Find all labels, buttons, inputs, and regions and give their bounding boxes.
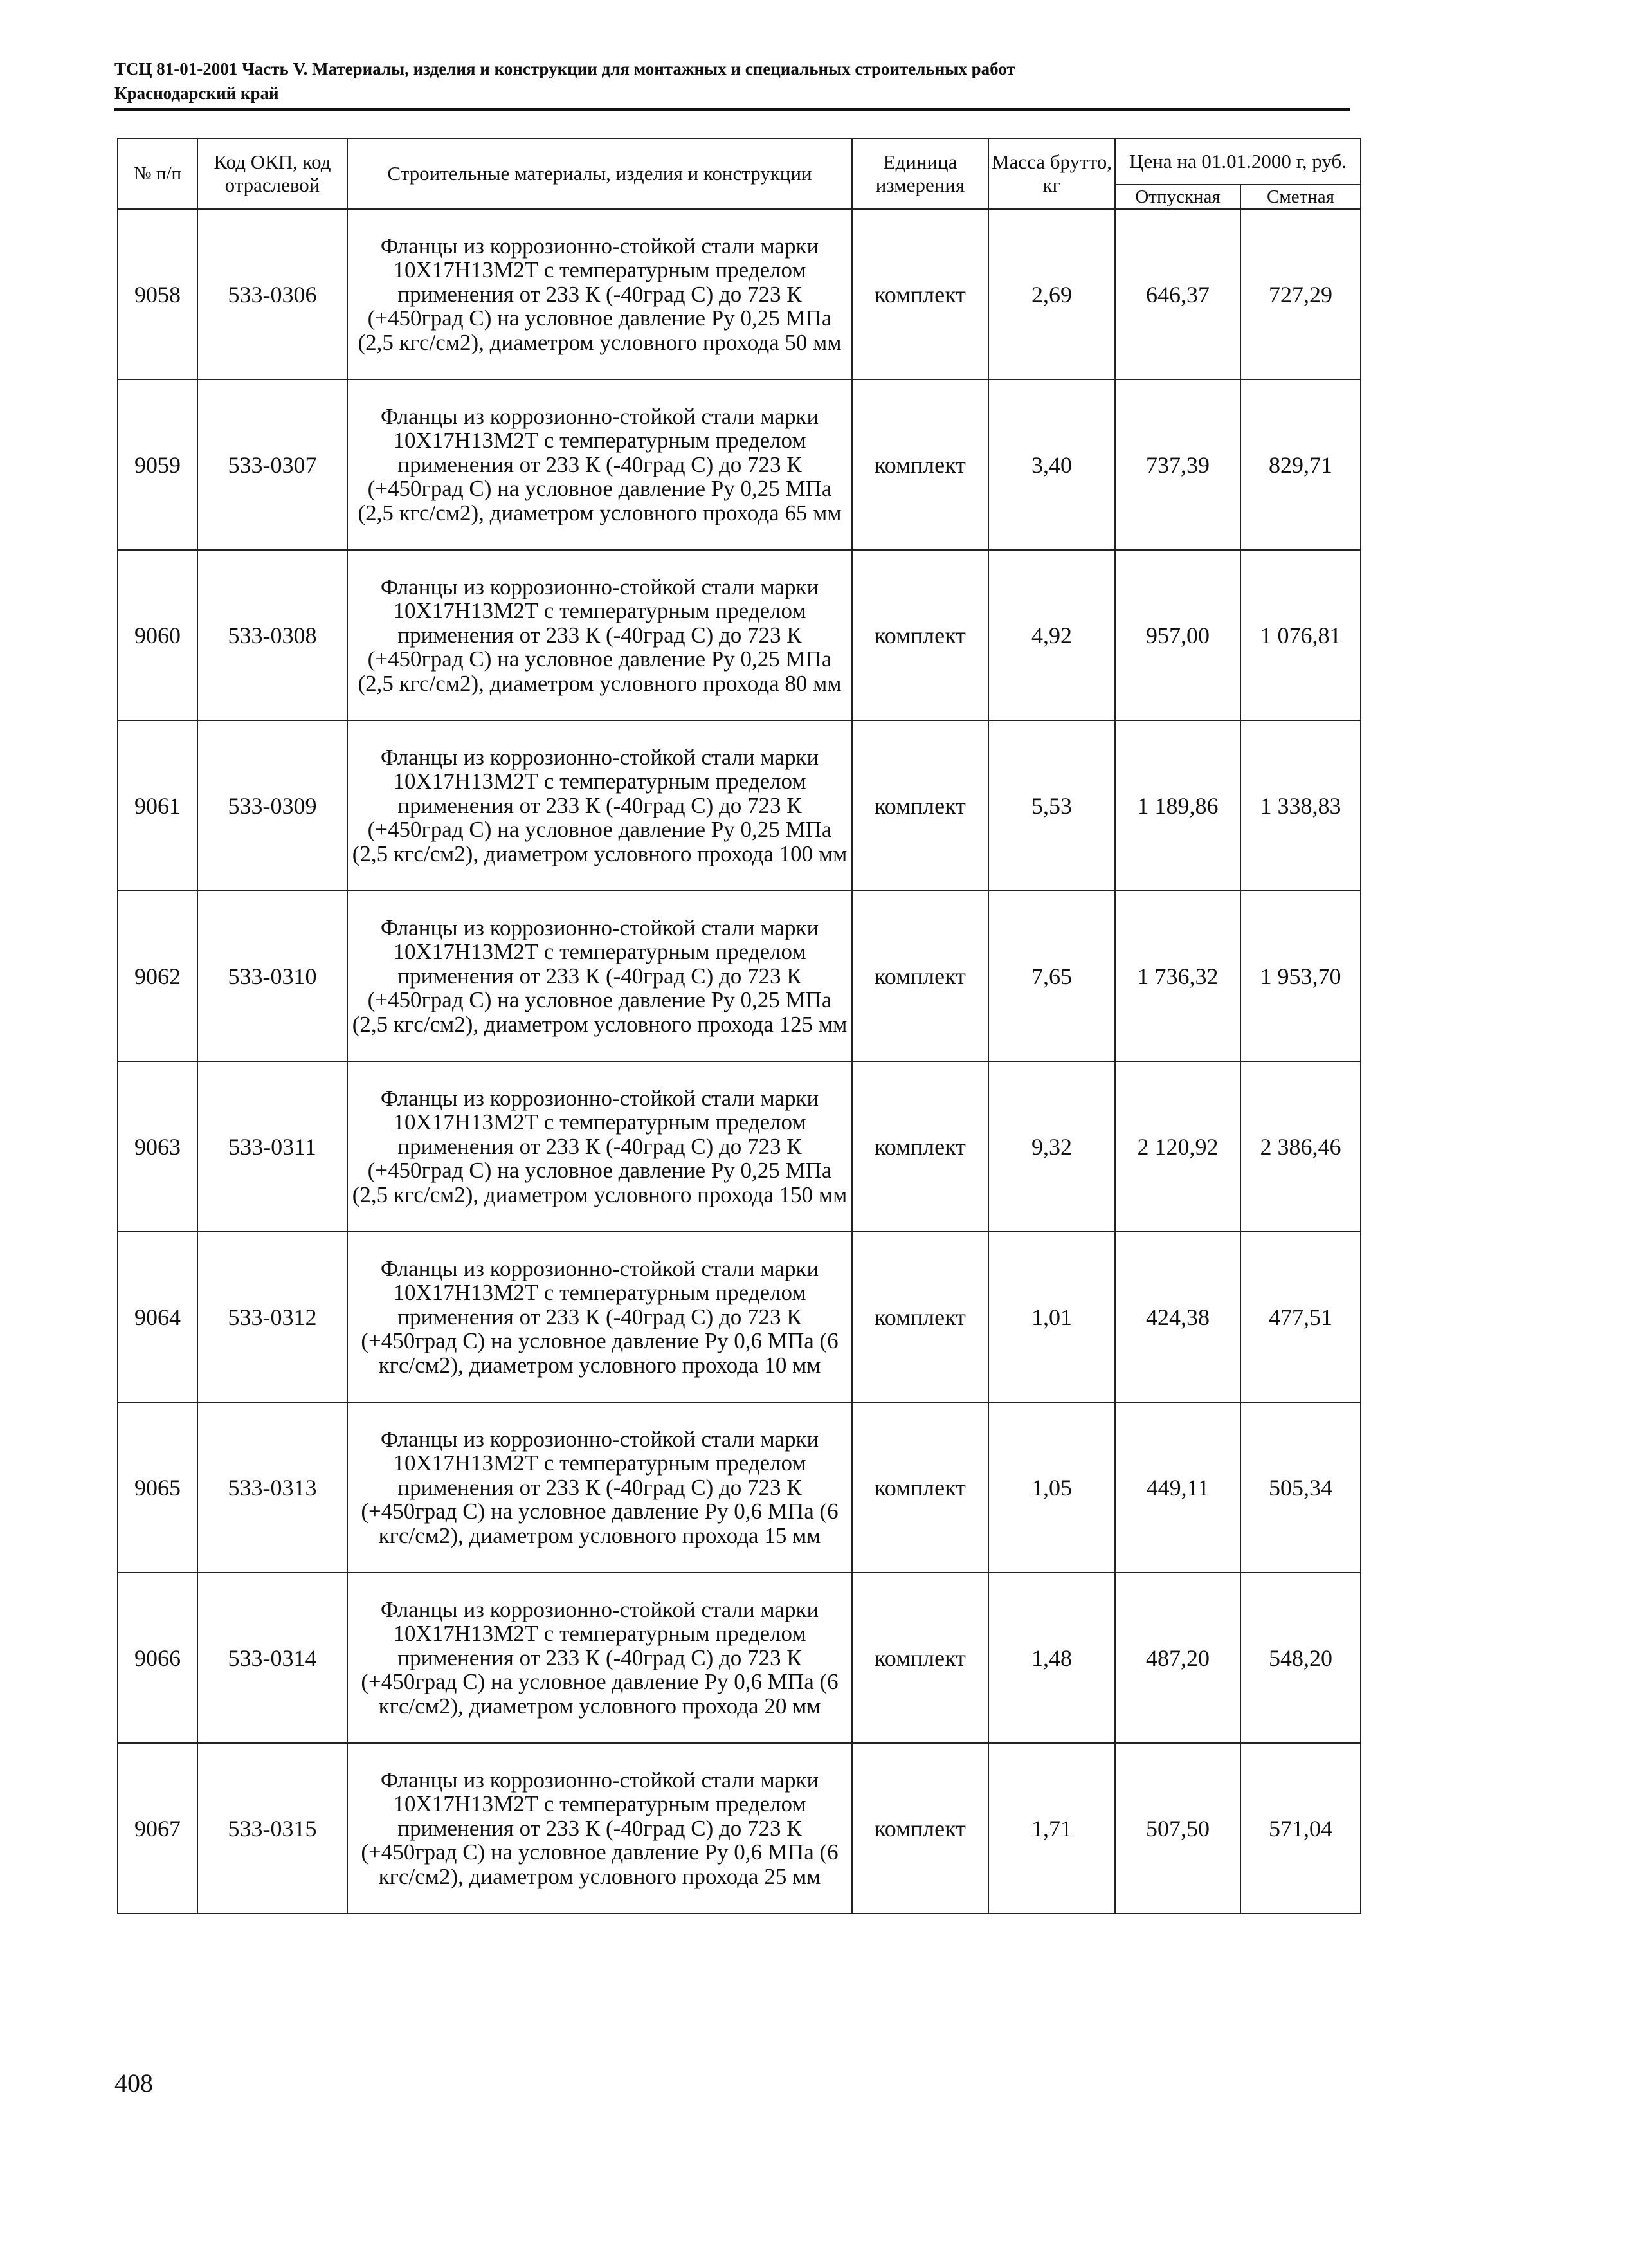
row-estimate-price: 727,29 bbox=[1240, 209, 1361, 379]
col-header-mass: Масса брутто, кг bbox=[988, 138, 1115, 209]
row-description: Фланцы из коррозионно-стойкой стали марки 10Х17Н13М2Т с температурным пределом применения от 233 К (-40град С) до 723 К (+450град С) на условное давление Ру 0,6 МПа (6 кгс/см2), диаметром условного прохода 25 мм bbox=[347, 1743, 852, 1914]
table-row bbox=[118, 550, 1361, 720]
row-release-price: 1 189,86 bbox=[1115, 720, 1240, 891]
col-header-price-group: Цена на 01.01.2000 г, руб. bbox=[1115, 138, 1361, 185]
row-description: Фланцы из коррозионно-стойкой стали марки 10Х17Н13М2Т с температурным пределом применения от 233 К (-40град С) до 723 К (+450град С) на условное давление Ру 0,25 МПа (2,5 кгс/см2), диаметром условного прохода 100 мм bbox=[347, 720, 852, 891]
col-header-code: Код ОКП, код отраслевой bbox=[197, 138, 347, 209]
row-estimate-price: 548,20 bbox=[1240, 1573, 1361, 1743]
col-header-unit: Единица измерения bbox=[852, 138, 988, 209]
row-description: Фланцы из коррозионно-стойкой стали марки 10Х17Н13М2Т с температурным пределом применения от 233 К (-40град С) до 723 К (+450град С) на условное давление Ру 0,25 МПа (2,5 кгс/см2), диаметром условного прохода 65 мм bbox=[347, 379, 852, 550]
row-description: Фланцы из коррозионно-стойкой стали марки 10Х17Н13М2Т с температурным пределом применения от 233 К (-40град С) до 723 К (+450град С) на условное давление Ру 0,6 МПа (6 кгс/см2), диаметром условного прохода 10 мм bbox=[347, 1232, 852, 1402]
row-number: 9064 bbox=[118, 1232, 197, 1402]
row-code: 533-0308 bbox=[197, 550, 347, 720]
table-header-row bbox=[118, 138, 1361, 185]
row-number: 9061 bbox=[118, 720, 197, 891]
row-code: 533-0312 bbox=[197, 1232, 347, 1402]
table-row bbox=[118, 1573, 1361, 1743]
table-row bbox=[118, 1743, 1361, 1914]
col-header-num: № п/п bbox=[118, 138, 197, 209]
row-mass: 7,65 bbox=[988, 891, 1115, 1061]
row-unit: комплект bbox=[852, 891, 988, 1061]
row-code: 533-0309 bbox=[197, 720, 347, 891]
row-number: 9063 bbox=[118, 1061, 197, 1232]
row-release-price: 1 736,32 bbox=[1115, 891, 1240, 1061]
col-header-estimate-price: Сметная bbox=[1240, 185, 1361, 209]
row-estimate-price: 1 338,83 bbox=[1240, 720, 1361, 891]
row-mass: 1,71 bbox=[988, 1743, 1115, 1914]
row-description: Фланцы из коррозионно-стойкой стали марки 10Х17Н13М2Т с температурным пределом применения от 233 К (-40град С) до 723 К (+450град С) на условное давление Ру 0,25 МПа (2,5 кгс/см2), диаметром условного прохода 125 мм bbox=[347, 891, 852, 1061]
row-mass: 1,48 bbox=[988, 1573, 1115, 1743]
header-title: ТСЦ 81-01-2001 Часть V. Материалы, изделия и конструкции для монтажных и специальных строительных работ bbox=[114, 59, 1015, 78]
row-description: Фланцы из коррозионно-стойкой стали марки 10Х17Н13М2Т с температурным пределом применения от 233 К (-40град С) до 723 К (+450град С) на условное давление Ру 0,25 МПа (2,5 кгс/см2), диаметром условного прохода 80 мм bbox=[347, 550, 852, 720]
row-release-price: 487,20 bbox=[1115, 1573, 1240, 1743]
row-description: Фланцы из коррозионно-стойкой стали марки 10Х17Н13М2Т с температурным пределом применения от 233 К (-40град С) до 723 К (+450град С) на условное давление Ру 0,25 МПа (2,5 кгс/см2), диаметром условного прохода 150 мм bbox=[347, 1061, 852, 1232]
row-number: 9058 bbox=[118, 209, 197, 379]
row-release-price: 957,00 bbox=[1115, 550, 1240, 720]
row-unit: комплект bbox=[852, 379, 988, 550]
row-release-price: 449,11 bbox=[1115, 1402, 1240, 1573]
row-number: 9066 bbox=[118, 1573, 197, 1743]
row-release-price: 737,39 bbox=[1115, 379, 1240, 550]
row-description: Фланцы из коррозионно-стойкой стали марки 10Х17Н13М2Т с температурным пределом применения от 233 К (-40град С) до 723 К (+450град С) на условное давление Ру 0,6 МПа (6 кгс/см2), диаметром условного прохода 15 мм bbox=[347, 1402, 852, 1573]
row-release-price: 646,37 bbox=[1115, 209, 1240, 379]
row-code: 533-0310 bbox=[197, 891, 347, 1061]
header-region: Краснодарский край bbox=[114, 84, 279, 103]
row-mass: 5,53 bbox=[988, 720, 1115, 891]
row-number: 9065 bbox=[118, 1402, 197, 1573]
page-number: 408 bbox=[114, 2069, 153, 2097]
col-header-release-price: Отпускная bbox=[1115, 185, 1240, 209]
row-unit: комплект bbox=[852, 550, 988, 720]
row-mass: 1,05 bbox=[988, 1402, 1115, 1573]
table-row bbox=[118, 891, 1361, 1061]
row-unit: комплект bbox=[852, 1743, 988, 1914]
row-estimate-price: 477,51 bbox=[1240, 1232, 1361, 1402]
table-body bbox=[118, 209, 1361, 1914]
row-mass: 1,01 bbox=[988, 1232, 1115, 1402]
row-estimate-price: 1 953,70 bbox=[1240, 891, 1361, 1061]
row-code: 533-0311 bbox=[197, 1061, 347, 1232]
row-description: Фланцы из коррозионно-стойкой стали марки 10Х17Н13М2Т с температурным пределом применения от 233 К (-40град С) до 723 К (+450град С) на условное давление Ру 0,6 МПа (6 кгс/см2), диаметром условного прохода 20 мм bbox=[347, 1573, 852, 1743]
header-rule bbox=[114, 108, 1350, 111]
row-mass: 2,69 bbox=[988, 209, 1115, 379]
row-unit: комплект bbox=[852, 1402, 988, 1573]
price-table bbox=[117, 138, 1361, 1914]
row-description: Фланцы из коррозионно-стойкой стали марки 10Х17Н13М2Т с температурным пределом применения от 233 К (-40град С) до 723 К (+450град С) на условное давление Ру 0,25 МПа (2,5 кгс/см2), диаметром условного прохода 50 мм bbox=[347, 209, 852, 379]
row-release-price: 2 120,92 bbox=[1115, 1061, 1240, 1232]
row-unit: комплект bbox=[852, 1573, 988, 1743]
document-header bbox=[114, 57, 1349, 105]
row-unit: комплект bbox=[852, 1232, 988, 1402]
row-code: 533-0306 bbox=[197, 209, 347, 379]
row-code: 533-0315 bbox=[197, 1743, 347, 1914]
row-number: 9062 bbox=[118, 891, 197, 1061]
row-number: 9059 bbox=[118, 379, 197, 550]
row-code: 533-0307 bbox=[197, 379, 347, 550]
row-mass: 4,92 bbox=[988, 550, 1115, 720]
row-estimate-price: 2 386,46 bbox=[1240, 1061, 1361, 1232]
row-release-price: 424,38 bbox=[1115, 1232, 1240, 1402]
row-code: 533-0314 bbox=[197, 1573, 347, 1743]
col-header-name: Строительные материалы, изделия и конструкции bbox=[347, 138, 852, 209]
table-row bbox=[118, 379, 1361, 550]
table-row bbox=[118, 1232, 1361, 1402]
table-row bbox=[118, 209, 1361, 379]
row-number: 9067 bbox=[118, 1743, 197, 1914]
row-number: 9060 bbox=[118, 550, 197, 720]
table-row bbox=[118, 720, 1361, 891]
row-unit: комплект bbox=[852, 209, 988, 379]
row-unit: комплект bbox=[852, 1061, 988, 1232]
row-mass: 9,32 bbox=[988, 1061, 1115, 1232]
row-estimate-price: 1 076,81 bbox=[1240, 550, 1361, 720]
table-row bbox=[118, 1402, 1361, 1573]
row-mass: 3,40 bbox=[988, 379, 1115, 550]
table-row bbox=[118, 1061, 1361, 1232]
row-unit: комплект bbox=[852, 720, 988, 891]
row-release-price: 507,50 bbox=[1115, 1743, 1240, 1914]
row-estimate-price: 571,04 bbox=[1240, 1743, 1361, 1914]
row-estimate-price: 505,34 bbox=[1240, 1402, 1361, 1573]
row-estimate-price: 829,71 bbox=[1240, 379, 1361, 550]
row-code: 533-0313 bbox=[197, 1402, 347, 1573]
